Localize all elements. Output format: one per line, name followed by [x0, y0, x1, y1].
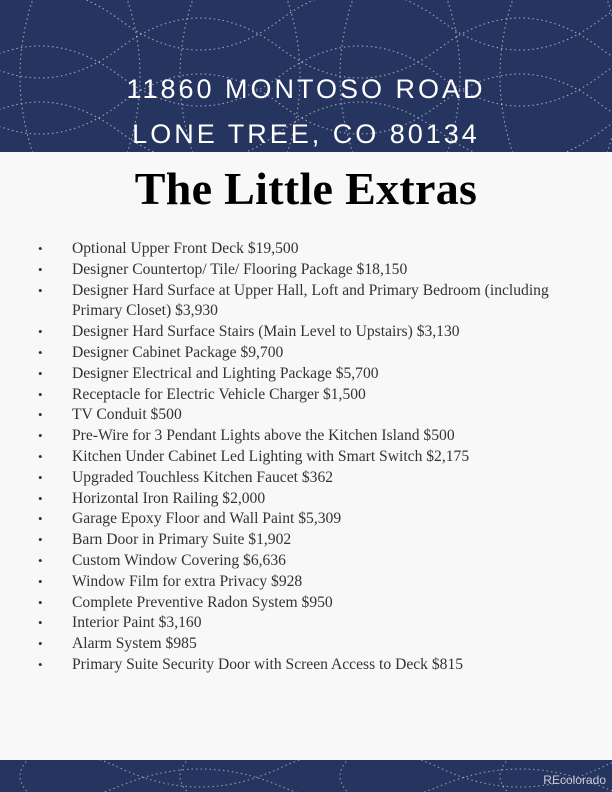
list-item: [38, 655, 598, 676]
bullet-icon: •: [38, 511, 43, 527]
list-item-text: Pre-Wire for 3 Pendant Lights above the Kitchen Island $500: [72, 427, 455, 445]
list-item-text: Horizontal Iron Railing $2,000: [72, 489, 266, 507]
bullet-icon: •: [38, 469, 43, 485]
list-item-text: TV Conduit $500: [72, 406, 182, 424]
bullet-icon: •: [38, 282, 43, 298]
list-item: [38, 447, 598, 468]
bullet-icon: •: [38, 386, 43, 402]
bullet-icon: •: [38, 407, 43, 423]
list-item: [38, 530, 598, 551]
list-item: [38, 405, 598, 426]
list-item-text: Kitchen Under Cabinet Led Lighting with Smart Switch $2,175: [72, 447, 470, 465]
list-item: [38, 385, 598, 406]
list-item: [38, 322, 598, 343]
list-item-text: Designer Hard Surface Stairs (Main Level to Upstairs) $3,130: [72, 323, 460, 341]
address-street: 11860 MONTOSO ROAD: [126, 74, 486, 104]
bullet-icon: •: [38, 656, 43, 672]
bullet-icon: •: [38, 261, 43, 277]
list-item-text: Primary Suite Security Door with Screen Access to Deck $815: [72, 655, 464, 673]
bullet-icon: •: [38, 490, 43, 506]
list-item: [38, 468, 598, 489]
bullet-icon: •: [38, 532, 43, 548]
list-item: [38, 489, 598, 510]
list-item-text: Receptacle for Electric Vehicle Charger $1,500: [72, 385, 366, 403]
list-item: [38, 239, 598, 260]
list-item: [38, 260, 598, 281]
list-item-text: Custom Window Covering $6,636: [72, 551, 286, 569]
list-item: [38, 364, 598, 385]
extras-list: [38, 239, 598, 676]
bullet-icon: •: [38, 573, 43, 589]
list-item-text: Garage Epoxy Floor and Wall Paint $5,309: [72, 510, 342, 528]
bullet-icon: •: [38, 344, 43, 360]
list-item: [38, 593, 598, 614]
bullet-icon: •: [38, 594, 43, 610]
list-item: [38, 613, 598, 634]
bullet-icon: •: [38, 636, 43, 652]
bullet-icon: •: [38, 552, 43, 568]
list-item: [38, 426, 598, 447]
list-item-text: Designer Electrical and Lighting Package $5,700: [72, 364, 379, 382]
list-item: [38, 572, 598, 593]
list-item-text: Barn Door in Primary Suite $1,902: [72, 531, 292, 549]
list-item: [38, 551, 598, 572]
list-item: [38, 509, 598, 530]
bullet-icon: •: [38, 428, 43, 444]
bullet-icon: •: [38, 241, 43, 256]
list-item: [38, 281, 598, 323]
list-item-text: Optional Upper Front Deck $19,500: [72, 240, 299, 257]
list-item-text: Designer Cabinet Package $9,700: [72, 343, 284, 361]
quilt-pattern-decoration: [0, 760, 612, 792]
bullet-icon: •: [38, 448, 43, 464]
list-item-text: Interior Paint $3,160: [72, 614, 202, 632]
list-item: [38, 343, 598, 364]
list-item-text: Designer Hard Surface at Upper Hall, Loft and Primary Bedroom (including Primary Closet) $3,930: [72, 281, 549, 320]
list-item: [38, 634, 598, 655]
bullet-icon: •: [38, 365, 43, 381]
list-item-text: Designer Countertop/ Tile/ Flooring Package $18,150: [72, 260, 408, 278]
page-title: The Little Extras: [134, 163, 478, 214]
recolorado-watermark: REcolorado: [543, 773, 606, 787]
bullet-icon: •: [38, 615, 43, 631]
bullet-icon: •: [38, 324, 43, 340]
footer-banner: [0, 760, 612, 792]
address-city-state-zip: LONE TREE, CO 80134: [132, 119, 480, 149]
list-item-text: Window Film for extra Privacy $928: [72, 572, 303, 590]
list-item-text: Complete Preventive Radon System $950: [72, 593, 333, 611]
list-item-text: Alarm System $985: [72, 635, 197, 653]
list-item-text: Upgraded Touchless Kitchen Faucet $362: [72, 468, 334, 486]
